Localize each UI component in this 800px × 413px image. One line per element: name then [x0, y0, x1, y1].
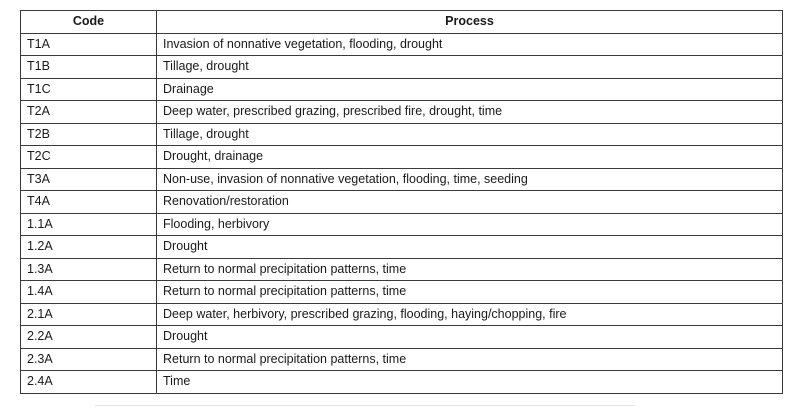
code-cell: 1.1A	[21, 213, 157, 236]
process-cell: Drought	[157, 326, 783, 349]
code-cell: 2.1A	[21, 303, 157, 326]
process-cell: Tillage, drought	[157, 56, 783, 79]
table-row	[21, 236, 783, 259]
table-row	[21, 258, 783, 281]
process-cell: Drought	[157, 236, 783, 259]
table-header-row	[21, 11, 783, 34]
table-row	[21, 168, 783, 191]
code-cell: T2A	[21, 101, 157, 124]
process-cell: Drought, drainage	[157, 146, 783, 169]
code-cell: T4A	[21, 191, 157, 214]
code-cell: 1.3A	[21, 258, 157, 281]
process-cell: Time	[157, 371, 783, 394]
code-cell: 2.2A	[21, 326, 157, 349]
table-row	[21, 123, 783, 146]
code-cell: T2B	[21, 123, 157, 146]
code-cell: 1.2A	[21, 236, 157, 259]
table-row	[21, 101, 783, 124]
column-header-code: Code	[21, 11, 157, 34]
table-row	[21, 371, 783, 394]
process-cell: Tillage, drought	[157, 123, 783, 146]
code-cell: T2C	[21, 146, 157, 169]
process-cell: Flooding, herbivory	[157, 213, 783, 236]
code-cell: 1.4A	[21, 281, 157, 304]
code-cell: T1A	[21, 33, 157, 56]
table-row	[21, 348, 783, 371]
process-cell: Non-use, invasion of nonnative vegetation, flooding, time, seeding	[157, 168, 783, 191]
code-cell: T1C	[21, 78, 157, 101]
table-row	[21, 281, 783, 304]
process-cell: Renovation/restoration	[157, 191, 783, 214]
code-cell: 2.3A	[21, 348, 157, 371]
process-cell: Return to normal precipitation patterns, time	[157, 281, 783, 304]
process-cell: Drainage	[157, 78, 783, 101]
column-header-process: Process	[157, 11, 783, 34]
faint-divider-line	[95, 405, 635, 406]
process-table-container	[20, 10, 782, 394]
table-row	[21, 33, 783, 56]
table-body	[21, 33, 783, 393]
table-row	[21, 78, 783, 101]
table-row	[21, 213, 783, 236]
code-cell: T1B	[21, 56, 157, 79]
table-row	[21, 303, 783, 326]
process-cell: Invasion of nonnative vegetation, flooding, drought	[157, 33, 783, 56]
table-row	[21, 56, 783, 79]
table-row	[21, 191, 783, 214]
process-cell: Return to normal precipitation patterns, time	[157, 348, 783, 371]
code-cell: T3A	[21, 168, 157, 191]
process-cell: Deep water, prescribed grazing, prescribed fire, drought, time	[157, 101, 783, 124]
table-row	[21, 146, 783, 169]
process-cell: Return to normal precipitation patterns, time	[157, 258, 783, 281]
table-row	[21, 326, 783, 349]
process-cell: Deep water, herbivory, prescribed grazing, flooding, haying/chopping, fire	[157, 303, 783, 326]
code-cell: 2.4A	[21, 371, 157, 394]
process-table	[20, 10, 783, 394]
